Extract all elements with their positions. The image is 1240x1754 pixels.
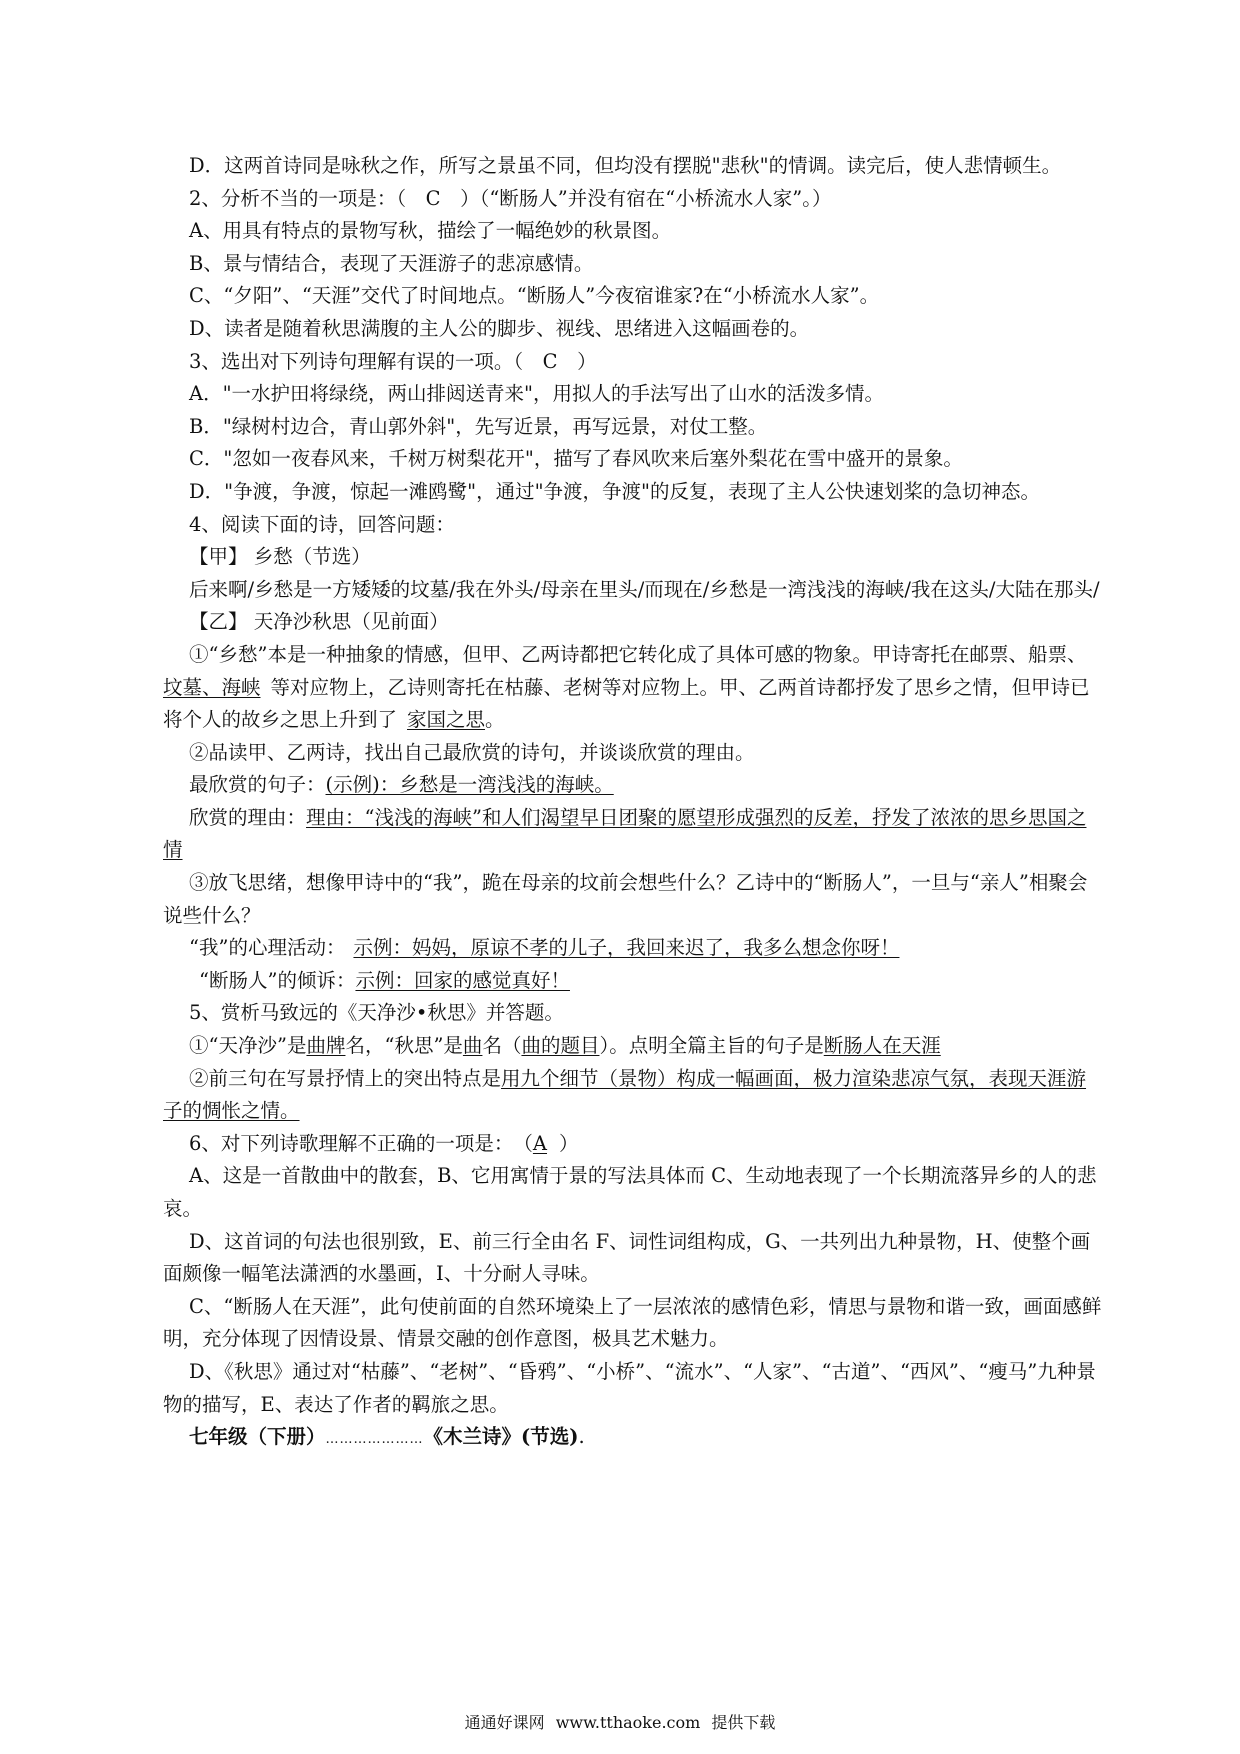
q2-option-c: C、“夕阳”、“天涯”交代了时间地点。“断肠人”今夜宿谁家?在“小桥流水人家”。 — [189, 284, 880, 308]
question-5: 5、赏析马致远的《天净沙•秋思》并答题。 — [189, 1001, 564, 1025]
q3-option-b: B．"绿树村边合，青山郭外斜"，先写近景，再写远景，对仗工整。 — [189, 414, 768, 438]
q3-option-c: C．"忽如一夜春风来，千树万树梨花开"，描写了春风吹来后塞外梨花在雪中盛开的景象。 — [189, 447, 963, 471]
q4-2-reason-label: 欣赏的理由： — [189, 805, 307, 829]
footer-site-name: 通通好课网 — [464, 1713, 545, 1732]
q4-1-text-b: 等对应物上，乙诗则寄托在枯藤、老树等对应物上。甲、乙两首诗都抒发了思乡之情，但甲诗已将个人的故乡之思上升到了 — [163, 675, 1090, 732]
q4-3-traveler-answer: 示例：回家的感觉真好！ — [355, 968, 570, 992]
q4-1-answer-2: 家国之思 — [407, 708, 486, 732]
q4-part-2: ②品读甲、乙两诗，找出自己最欣赏的诗句，并谈谈欣赏的理由。 — [189, 740, 755, 764]
q4-2-reason — [163, 802, 1103, 867]
q5-1-text-c: 名（ — [482, 1034, 522, 1058]
poem-yi-title: 【乙】 天净沙秋思（见前面） — [189, 610, 449, 634]
q4-2-reason-answer: 理由：“浅浅的海峡”和人们渴望早日团聚的愿望形成强烈的反差，抒发了浓浓的思乡思国之情 — [163, 805, 1087, 862]
q3-option-a: A．"一水护田将绿绕，两山排闼送青来"，用拟人的手法写出了山水的活泼多情。 — [189, 382, 885, 406]
section-leader-dots: ………………… — [325, 1432, 424, 1448]
q6-paragraph-4: D、《秋思》通过对“枯藤”、“老树”、“昏鸦”、“小桥”、“流水”、“人家”、“古道”、“西风”、“瘦马”九种景物的描写，E、表达了作者的羁旅之思。 — [163, 1359, 1096, 1416]
q5-2-text: ②前三句在写景抒情上的突出特点是 — [189, 1066, 502, 1090]
q5-1-answer-1: 曲牌 — [306, 1034, 346, 1058]
q4-2-favorite-answer: (示例)：乡愁是一湾浅浅的海峡。 — [325, 773, 614, 797]
poem-jia-text: 后来啊/乡愁是一方矮矮的坟墓/我在外头/母亲在里头/而现在/乡愁是一湾浅浅的海峡/我在这头/大陆在那头/ — [189, 577, 1100, 601]
q5-part-1 — [163, 1030, 1103, 1063]
footer-download-text: 提供下载 — [711, 1713, 776, 1732]
q4-3-me-label: “我”的心理活动： — [189, 936, 346, 960]
q5-1-text-a: ①“天净沙”是 — [189, 1034, 307, 1058]
q4-3-me-answer: 示例：妈妈，原谅不孝的儿子，我回来迟了，我多么想念你呀！ — [353, 936, 900, 960]
q4-1-answer-1: 坟墓、海峡 — [163, 675, 261, 699]
q5-1-text-d: ）。点明全篇主旨的句子是 — [599, 1034, 824, 1058]
q5-1-text-b: 名，“秋思”是 — [345, 1034, 463, 1058]
q6-text-a: 6、对下列诗歌理解不正确的一项是： （ — [189, 1131, 533, 1155]
section-grade: 七年级（下册） — [189, 1425, 326, 1449]
q6-answer: A — [532, 1131, 548, 1155]
page-footer — [0, 1710, 1240, 1733]
q2-option-a: A、用具有特点的景物写秋，描绘了一幅绝妙的秋景图。 — [189, 219, 672, 243]
section-end-dot: . — [578, 1425, 585, 1449]
q4-part-3: ③放飞思绪，想像甲诗中的“我”，跪在母亲的坟前会想些什么？乙诗中的“断肠人”，一旦与“亲人”相聚会说些什么？ — [163, 871, 1088, 927]
q5-1-answer-3: 曲的题目 — [521, 1034, 600, 1058]
q4-2-favorite — [163, 769, 1103, 802]
q5-1-answer-4: 断肠人在天涯 — [823, 1034, 941, 1058]
q6-text-b: ） — [559, 1131, 579, 1155]
question-6 — [163, 1128, 1103, 1161]
q4-1-text-a: ①“乡愁”本是一种抽象的情感，但甲、乙两诗都把它转化成了具体可感的物象。甲诗寄托在邮票、船票、 — [189, 642, 1087, 666]
poem-jia-title: 【甲】 乡愁（节选） — [189, 545, 371, 569]
q4-3-traveler — [163, 965, 1103, 998]
q6-paragraph-2: D、这首词的句法也很别致，E、前三行全由名 F、词性词组构成，G、一共列出九种景物，H、使整个画面颇像一幅笔法潇洒的水墨画，I、十分耐人寻味。 — [163, 1229, 1091, 1286]
q4-3-traveler-label: “断肠人”的倾诉： — [199, 968, 356, 992]
footer-url: www.tthaoke.com — [555, 1713, 701, 1732]
q6-paragraph-3: C、“断肠人在天涯”，此句使前面的自然环境染上了一层浓浓的感情色彩，情思与景物和谐一致，画面感鲜明，充分体现了因情设景、情景交融的创作意图，极具艺术魅力。 — [163, 1294, 1102, 1351]
question-4: 4、阅读下面的诗，回答问题： — [189, 512, 455, 536]
question-2: 2、分析不当的一项是：（ C ）（“断肠人”并没有宿在“小桥流水人家”。） — [189, 186, 832, 210]
question-3: 3、选出对下列诗句理解有误的一项。（ C ） — [189, 349, 597, 373]
q4-part-1 — [163, 639, 1103, 737]
q3-option-d: D．"争渡，争渡，惊起一滩鸥鹭"，通过"争渡，争渡"的反复，表现了主人公快速划桨的急切神态。 — [189, 479, 1041, 503]
q2-option-d: D、读者是随着秋思满腹的主人公的脚步、视线、思绪进入这幅画卷的。 — [189, 316, 810, 340]
q4-1-text-c: 。 — [485, 708, 505, 732]
q5-1-answer-2: 曲 — [462, 1034, 483, 1058]
section-title: 《木兰诗》(节选) — [423, 1425, 579, 1449]
option-d-line: D．这两首诗同是咏秋之作，所写之景虽不同，但均没有摆脱"悲秋"的情调。读完后，使人悲情顿生。 — [189, 154, 1062, 177]
q5-part-2 — [163, 1063, 1103, 1128]
document-body — [163, 150, 1103, 1457]
q5-2-answer: 用九个细节（景物）构成一幅画面，极力渲染悲凉气氛，表现天涯游子的惆怅之情。 — [163, 1066, 1087, 1123]
q4-2-favorite-label: 最欣赏的句子： — [189, 773, 326, 797]
q4-3-me — [163, 932, 1103, 965]
section-heading — [163, 1421, 1103, 1457]
q6-paragraph-1: A、这是一首散曲中的散套，B、它用寓情于景的写法具体而 C、生动地表现了一个长期流落异乡的人的悲哀。 — [163, 1164, 1097, 1220]
q2-option-b: B、景与情结合，表现了天涯游子的悲凉感情。 — [189, 251, 594, 275]
